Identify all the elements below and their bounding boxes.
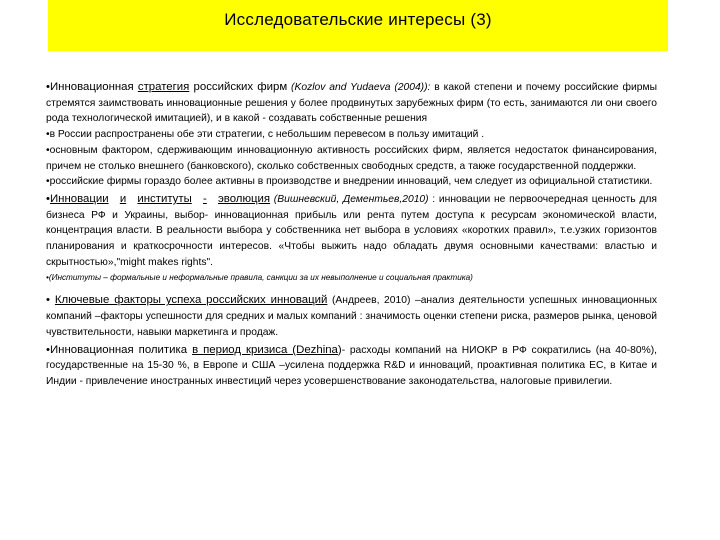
crisis-heading-suffix: ) xyxy=(337,343,342,356)
section-innovation-institutions xyxy=(46,192,657,286)
institutions-word-3: институты xyxy=(137,192,192,205)
key-factors-text: (Андреев, 2010) –анализ деятельности успешных инновационных компаний –факторы успешности для средних и малых компаний : значимость оценки степени риска, размеров рынка, ценовой чувствительности, навыки маркетинга и продаж. xyxy=(46,295,657,338)
strategy-point-2: •основным фактором, сдерживающим инновационную активность российских фирм, является недостаток финансирования, причем не столько внешнего (банковского), сколько собственных свободных средств, а также государственной поддержки. xyxy=(46,144,657,172)
section-innovation-strategy xyxy=(46,80,657,190)
title-banner xyxy=(48,0,668,51)
strategy-text: в какой степени и почему российские фирмы стремятся заимствовать инновационные решения у более продвинутых зарубежных фирм (то есть, занимаются ли они своего рода технологической имитацией), и в какой - создавать собственные решения xyxy=(46,82,657,125)
key-factors-paragraph xyxy=(46,293,657,340)
strategy-heading-prefix: Инновационная xyxy=(50,81,138,93)
crisis-text: - расходы компаний на НИОКР в РФ сократились (на 40-80%), государственные на 15-30 %, в Европе и США –усилена поддержка R&D и инноваций, проактивная политика ЕС, в Китае и Индии - привлечение иностранных инвестиций через усовершенствование законодательства, налоговые привилегии. xyxy=(46,344,658,387)
institutions-bullet: • xyxy=(46,192,50,205)
strategy-point-1: •в России распространены обе эти стратегии, с небольшим перевесом в пользу имитаций . xyxy=(46,129,485,141)
institutions-paragraph xyxy=(46,192,657,271)
slide-title: Исследовательские интересы (3) xyxy=(224,10,492,29)
crisis-bullet: • xyxy=(46,343,50,356)
strategy-heading-rest: российских фирм xyxy=(189,81,288,93)
institutions-word-4: - xyxy=(202,192,207,205)
key-factors-heading: Ключевые факторы успеха российских инноваций xyxy=(54,294,328,307)
crisis-paragraph xyxy=(46,343,657,390)
strategy-citation: (Kozlov and Yudaeva (2004)): xyxy=(287,82,431,93)
strategy-heading-underlined: стратегия xyxy=(137,81,190,93)
section-key-factors xyxy=(46,293,657,340)
crisis-heading-prefix: Инновационная политика xyxy=(50,343,193,356)
strategy-bullet: • xyxy=(46,81,50,93)
key-factors-bullet: • xyxy=(46,294,55,307)
slide-content xyxy=(46,78,657,390)
institutions-word-2: и xyxy=(119,192,127,205)
institutions-text: : инновации не первоочередная ценность для бизнеса РФ и Украины, выбор- инновационная прибыль или рента путем доступа к ресурсам экономической власти, концентрация власти. В реальности выбора у собственника нет выбора в условиях «коротких правил», т.е.узких горизонтов планирования и краткосрочности интересов. «Чтобы выжить надо обладать двумя основными качествами: властью и скрытностью»,"might makes rights". xyxy=(46,193,657,268)
institutions-citation: (Вишневский, Дементьев,2010) xyxy=(270,193,429,205)
institutions-note: •(Институты – формальные и неформальные правила, санкции за их невыполнение и социальная практика) xyxy=(46,273,473,283)
strategy-point-3: •российские фирмы гораздо более активны в производстве и внедрении инноваций, чем следует из официальной статистики. xyxy=(46,176,653,188)
strategy-paragraph xyxy=(46,80,657,127)
crisis-heading-underlined: в период кризиса (Dezhina xyxy=(192,343,338,356)
institutions-word-1: Инновации xyxy=(50,192,109,205)
section-crisis-policy xyxy=(46,343,657,390)
institutions-word-5: эволюция xyxy=(217,192,271,205)
